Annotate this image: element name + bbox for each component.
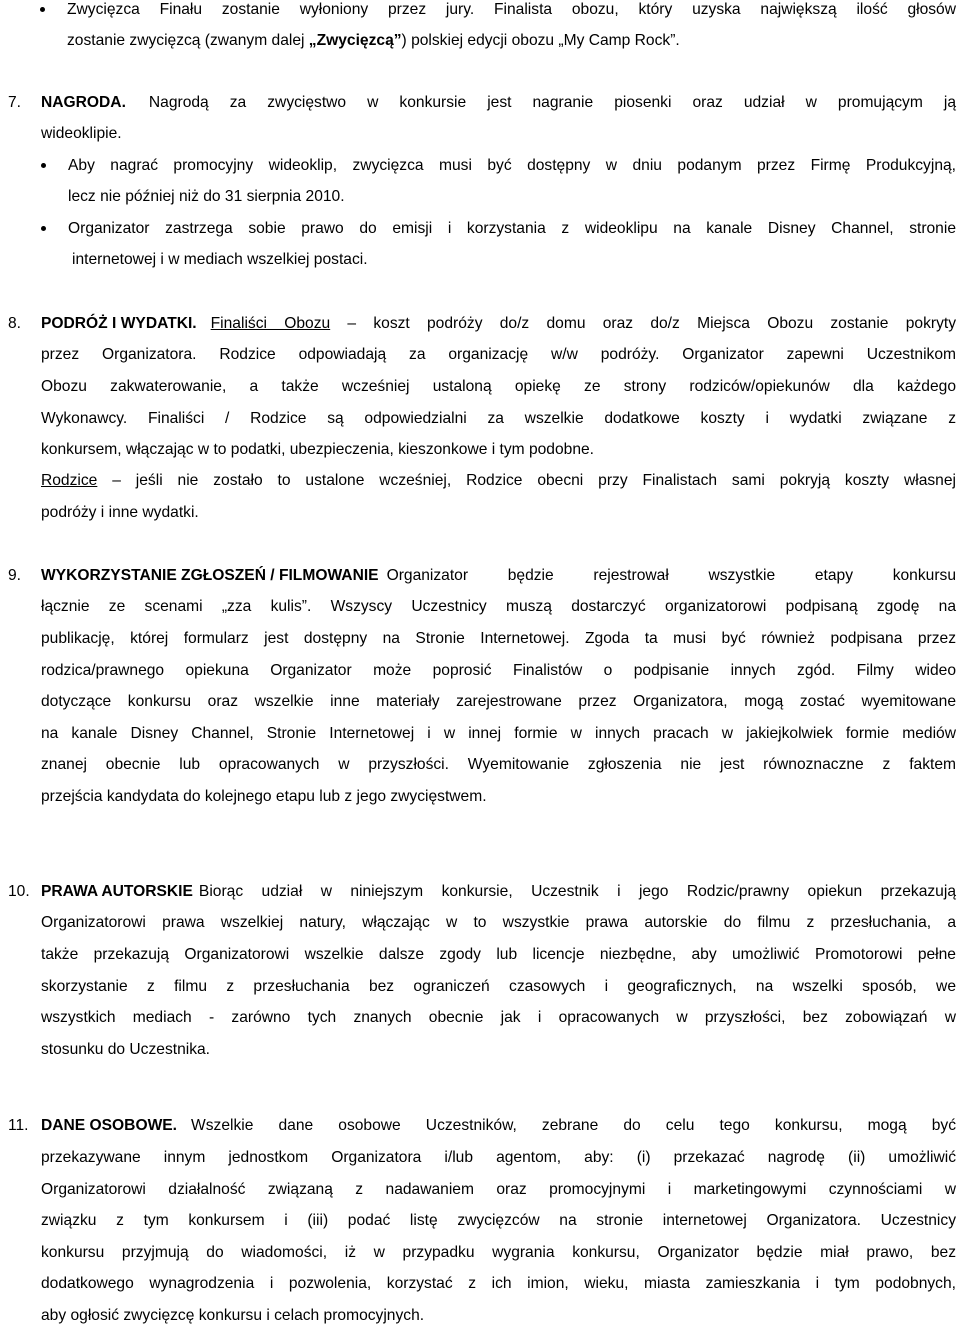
section7-title: NAGRODA. [41,94,126,111]
s6-bullet1-line1: Zwycięzca Finału zostanie wyłoniony przez jury. Finalista obozu, który uzyska największą ilość głosów [67,1,956,18]
section8-line1 [41,314,956,334]
section8-title: PODRÓŻ I WYDATKI. [41,315,197,332]
section11-line1 [41,1116,956,1136]
s6-bold-winner: „Zwycięzcą” [308,32,402,49]
section8-line7: podróży i inne wydatki. [41,504,199,521]
section11-line4: związku z tym konkursem i (iii) podać listę zwycięzców na stronie internetowej Organizatora. Uczestnicy [41,1212,956,1229]
s7-bullet1-line1: Aby nagrać promocyjny wideoklip, zwycięzca musi być dostępny w dniu podanym przez Firmę Produkcyjną, [68,157,956,174]
section8-text-rest: – koszt podróży do/z domu oraz do/z Miejsca Obozu zostanie pokryty [330,315,956,332]
section9-line4: rodzica/prawnego opiekuna Organizator może poprosić Finalistów o podpisanie innych zgód. Filmy wideo [41,662,956,679]
section8-number: 8. [8,315,22,332]
section9-line2: łącznie ze scenami „zza kulis”. Wszyscy Uczestnicy muszą dostarczyć organizatorowi podpisaną zgodę na [41,598,956,615]
section11-line3: Organizatorowi działalność związaną z nadawaniem oraz promocyjnymi i marketingowymi czynnościami w [41,1181,956,1198]
section10-line3: także przekazują Organizatorowi wszelkie dalsze zgody lub licencje niezbędne, aby umożliwić Promotorowi pełne [41,946,956,963]
section10-line2: Organizatorowi prawa wszelkiej natury, włączając w to wszystkie prawa autorskie do filmu z przesłuchania, a [41,914,956,931]
section9-line1 [41,566,956,586]
section9-line5: dotyczące konkursu oraz wszelkie inne materiały zarejestrowane przez Organizatora, mogą zostać wyemitowane [41,693,956,710]
section9-line7: znanej obecnie lub opracowanych w przyszłości. Wyemitowanie zgłoszenia nie jest równoznaczne z faktem [41,756,956,773]
section8-line3: Obozu zakwaterowanie, a także wcześniej ustaloną opiekę ze strony rodziców/opiekunów dla każdego [41,378,956,395]
s6-text: zostanie zwycięzcą (zwanym dalej [67,32,309,49]
section9-line3: publikację, której formularz jest dostępny na Stronie Internetowej. Zgoda ta musi być również podpisana przez [41,630,956,647]
section10-line6: stosunku do Uczestnika. [41,1041,211,1058]
section11-title: DANE OSOBOWE. [41,1117,178,1134]
section9-text: Organizator będzie rejestrował wszystkie etapy konkursu [386,567,956,584]
section7-line2: wideoklipie. [41,125,122,142]
s7-bullet1-line2: lecz nie później niż do 31 sierpnia 2010. [68,188,345,205]
section11-line2: przekazywane innym jednostkom Organizatora i/lub agentom, aby: (i) przekazać nagrodę (ii) umożliwić [41,1149,956,1166]
section10-text: Biorąc udział w niniejszym konkursie, Uczestnik i jego Rodzic/prawny opiekun przekazują [198,883,956,900]
section9-number: 9. [8,567,22,584]
section8-line6-rest: – jeśli nie zostało to ustalone wcześniej, Rodzice obecni przy Finalistach sami pokryją koszty własnej [97,472,956,489]
s6-text: ) polskiej edycji obozu „My Camp Rock”. [401,32,680,49]
finalists-underlined: Finaliści Obozu [210,315,331,332]
parents-underlined: Rodzice [41,472,98,489]
section11-line5: konkursu przyjmują do wiadomości, iż w przypadku wygrania konkursu, Organizator będzie miał prawo, bez [41,1244,956,1261]
section8-line5: konkursem, włączając w to podatki, ubezpieczenia, kieszonkowe i tym podobne. [41,441,594,458]
section8-line4: Wykonawcy. Finaliści / Rodzice są odpowiedzialni za wszelkie dodatkowe koszty i wydatki związane z [41,410,956,427]
section7-number: 7. [8,94,22,111]
section10-line1 [41,882,956,902]
section7-line1 [41,93,956,113]
section9-title: WYKORZYSTANIE ZGŁOSZEŃ / FILMOWANIE [41,567,379,584]
section10-line5: wszystkich mediach - zarówno tych znanych obecnie jak i opracowanych w przyszłości, bez zobowiązań w [41,1009,956,1026]
s6-bullet1-line2 [67,31,680,51]
section8-line2: przez Organizatora. Rodzice odpowiadają za organizację w/w podróży. Organizator zapewni Uczestnikom [41,346,956,363]
section8-line6 [41,471,956,491]
section11-text: Wszelkie dane osobowe Uczestników, zebrane do celu tego konkursu, mogą być [191,1117,956,1134]
section8-text [211,314,956,334]
section9-line6: na kanale Disney Channel, Stronie Internetowej i w innej formie w innych pracach w jakiejkolwiek formie mediów [41,725,956,742]
section11-number: 11. [8,1117,29,1134]
s7-bullet2-line2: internetowej i w mediach wszelkiej postaci. [72,251,368,268]
section10-number: 10. [8,883,30,900]
s7-bullet2-line1: Organizator zastrzega sobie prawo do emisji i korzystania z wideoklipu na kanale Disney Channel, stronie [68,220,956,237]
section7-text: Nagrodą za zwycięstwo w konkursie jest nagranie piosenki oraz udział w promującym ją [148,94,956,111]
section11-line6: dodatkowego wynagrodzenia i pozwolenia, korzystać z ich imion, wieku, miasta zamieszkania i tym podobnych, [41,1275,956,1292]
section10-line4: skorzystanie z filmu z przesłuchania bez ograniczeń czasowych i geograficznych, na wszelki sposób, we [41,978,956,995]
section11-line7: aby ogłosić zwycięzcę konkursu i celach promocyjnych. [41,1307,425,1324]
section9-line8: przejścia kandydata do kolejnego etapu lub z jego zwycięstwem. [41,788,487,805]
section10-title: PRAWA AUTORSKIE [41,883,193,900]
